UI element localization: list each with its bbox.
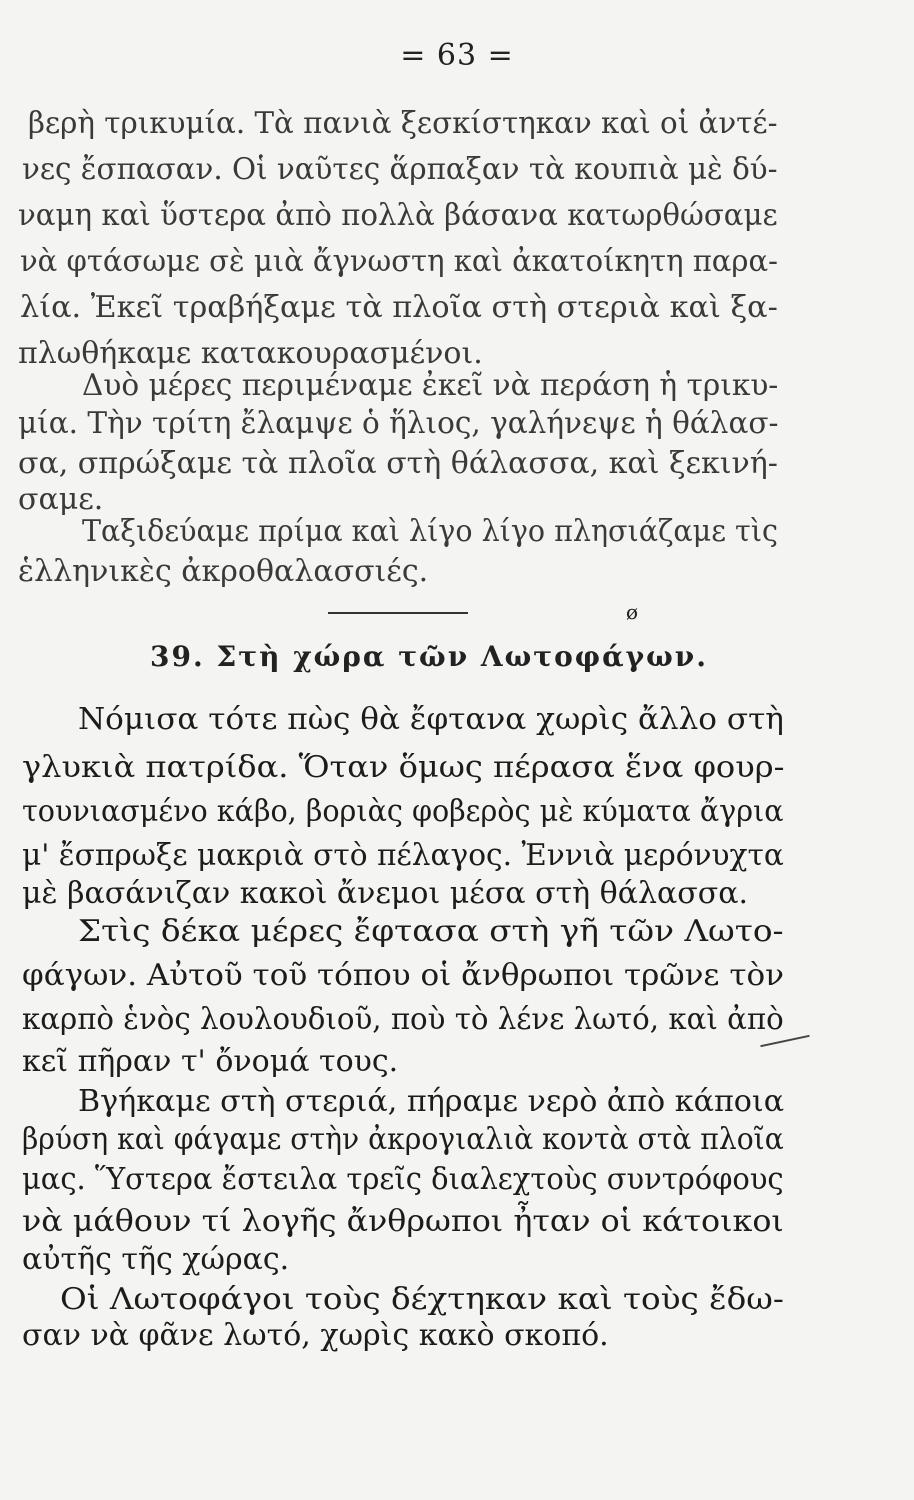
text-line: μας. Ὕστερα ἔστειλα τρεῖς διαλεχτοὺς συντρόφους: [22, 1162, 784, 1197]
text-line: καρπὸ ἑνὸς λουλουδιοῦ, ποὺ τὸ λένε λωτό, καὶ ἀπὸ: [22, 1002, 784, 1037]
text-line: Δυὸ μέρες περιμέναμε ἐκεῖ νὰ περάση ἡ τρικυ-: [82, 368, 779, 403]
text-line: πλωθήκαμε κατακουρασμένοι.: [18, 336, 483, 371]
text-line: ἑλληνικὲς ἀκροθαλασσιές.: [18, 554, 429, 589]
text-line: σα, σπρώξαμε τὰ πλοῖα στὴ θάλασσα, καὶ ξεκινή-: [18, 446, 778, 481]
text-line: σαν νὰ φᾶνε λωτό, χωρὶς κακὸ σκοπό.: [22, 1318, 609, 1353]
text-line: βερὴ τρικυμία. Τὰ πανιὰ ξεσκίστηκαν καὶ οἱ ἀντέ-: [28, 106, 778, 141]
text-line: μία. Τὴν τρίτη ἔλαμψε ὁ ἥλιος, γαλήνεψε ἡ θάλασ-: [18, 406, 779, 441]
text-line: φάγων. Αὐτοῦ τοῦ τόπου οἱ ἄνθρωποι τρῶνε τὸν: [22, 958, 784, 993]
section-divider: [328, 612, 468, 614]
text-line: Στὶς δέκα μέρες ἔφτασα στὴ γῆ τῶν Λωτο-: [78, 914, 784, 949]
chapter-heading: 39. Στὴ χώρα τῶν Λωτοφάγων.: [150, 640, 708, 673]
text-line: γλυκιὰ πατρίδα. Ὅταν ὅμως πέρασα ἕνα φουρ-: [22, 750, 785, 785]
text-line: νὰ μάθουν τί λογῆς ἄνθρωποι ἦταν οἱ κάτοικοι: [22, 1204, 784, 1239]
text-line: λία. Ἐκεῖ τραβήξαμε τὰ πλοῖα στὴ στεριὰ καὶ ξα-: [20, 290, 778, 325]
text-line: Οἱ Λωτοφάγοι τοὺς δέχτηκαν καὶ τοὺς ἔδω-: [60, 1282, 784, 1317]
text-line: σαμε.: [18, 482, 104, 517]
text-line: μ' ἔσπρωξε μακριὰ στὸ πέλαγος. Ἐννιὰ μερόνυχτα: [22, 838, 784, 873]
text-line: ναμη καὶ ὕστερα ἀπὸ πολλὰ βάσανα κατωρθώσαμε: [18, 198, 778, 233]
divider-mark: ø: [626, 600, 639, 624]
text-line: κεῖ πῆραν τ' ὄνομά τους.: [22, 1044, 399, 1079]
text-line: Βγήκαμε στὴ στεριά, πήραμε νερὸ ἀπὸ κάποια: [78, 1084, 785, 1119]
text-line: νες ἔσπασαν. Οἱ ναῦτες ἅρπαξαν τὰ κουπιὰ μὲ δύ-: [22, 152, 778, 187]
page-number: = 63 =: [400, 38, 514, 73]
text-line: τουνιασμένο κάβο, βοριὰς φοβερὸς μὲ κύματα ἄγρια: [22, 794, 784, 829]
text-line: Νόμισα τότε πὼς θὰ ἔφτανα χωρὶς ἄλλο στὴ: [78, 702, 784, 737]
text-line: αὐτῆς τῆς χώρας.: [22, 1242, 290, 1277]
text-line: Ταξιδεύαμε πρίμα καὶ λίγο λίγο πλησιάζαμε τὶς: [82, 514, 779, 549]
text-line: μὲ βασάνιζαν κακοὶ ἄνεμοι μέσα στὴ θάλασσα.: [22, 876, 749, 911]
text-line: βρύση καὶ φάγαμε στὴν ἀκρογιαλιὰ κοντὰ στὰ πλοῖα: [22, 1122, 784, 1157]
text-line: νὰ φτάσωμε σὲ μιὰ ἄγνωστη καὶ ἀκατοίκητη παρα-: [20, 244, 778, 279]
